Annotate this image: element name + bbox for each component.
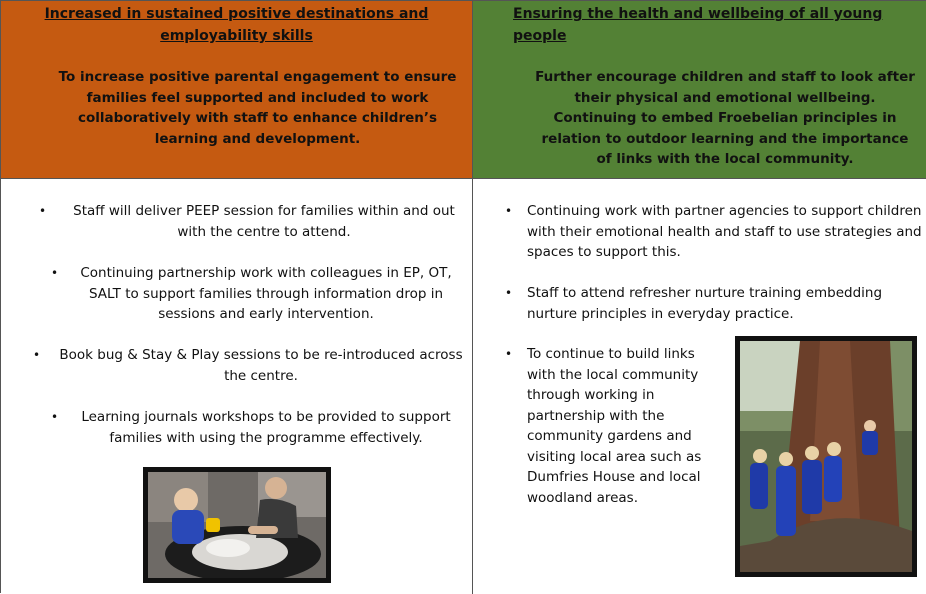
header-cell-wellbeing	[473, 1, 926, 179]
bullet-item	[499, 283, 926, 324]
header-text-employability: To increase positive parental engagement to ensure families feel supported and included to work collaboratively with staff to enhance children’s learning and development.	[58, 69, 457, 147]
messy-play-image	[148, 472, 326, 578]
header-cell-employability	[1, 1, 473, 179]
bullet-text: Staff to attend refresher nurture training embedding nurture principles in everyday practice.	[527, 285, 883, 322]
bullet-item	[51, 263, 461, 325]
bullet-text: Staff will deliver PEEP session for families within and out with the centre to attend.	[73, 203, 455, 240]
bullet-text: Book bug & Stay & Play sessions to be re-introduced across the centre.	[59, 347, 463, 384]
photo-messy-play	[143, 467, 331, 583]
bullet-item	[33, 345, 469, 386]
header-title-wellbeing: Ensuring the health and wellbeing of all young people	[513, 6, 883, 44]
woodland-image	[740, 341, 912, 572]
body-cell-wellbeing	[473, 179, 926, 594]
bullet-item	[499, 344, 719, 508]
bullet-dot: •	[33, 348, 41, 362]
bullet-dot: •	[505, 286, 513, 300]
photo-woodland-tree	[735, 336, 917, 577]
bullet-dot: •	[51, 266, 59, 280]
bullet-text: Learning journals workshops to be provided to support families with using the programme effectively.	[81, 409, 451, 446]
bullet-item	[51, 407, 461, 448]
header-title-employability: Increased in sustained positive destinations and employability skills	[44, 6, 429, 44]
bullet-dot: •	[51, 410, 59, 424]
bullet-item	[499, 201, 926, 263]
bullet-text: Continuing partnership work with colleagues in EP, OT, SALT to support families through information drop in sessions and early intervention.	[80, 265, 452, 322]
body-cell-employability	[1, 179, 473, 594]
bullet-dot: •	[505, 347, 513, 361]
header-text-wellbeing: Further encourage children and staff to look after their physical and emotional wellbeing. Continuing to embed Froebelian principles in relation to outdoor learning and the importance of links with the local community.	[535, 69, 915, 167]
bullet-text: Continuing work with partner agencies to support children with their emotional health and staff to use strategies and spaces to support this.	[527, 203, 922, 260]
bullet-text: To continue to build links with the local community through working in partnership with the community gardens and visiting local area such as Dumfries House and local woodland areas.	[527, 346, 702, 506]
bullet-dot: •	[505, 204, 513, 218]
bullet-item	[39, 201, 469, 242]
bullet-dot: •	[39, 204, 47, 218]
